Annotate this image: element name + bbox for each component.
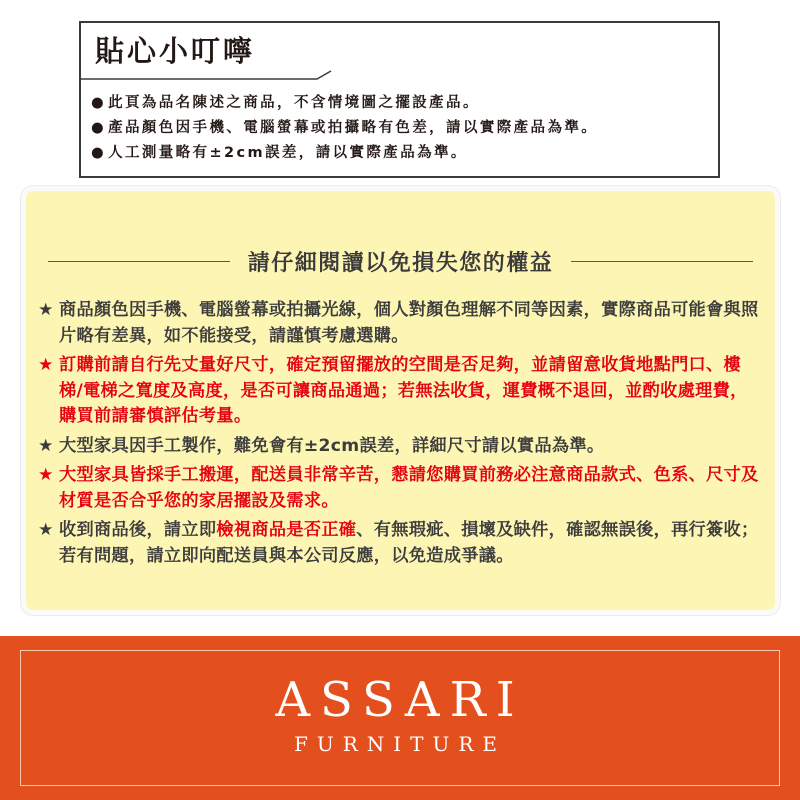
divider-line xyxy=(571,261,753,262)
tips-item: ● 產品顏色因手機、電腦螢幕或拍攝略有色差，請以實際產品為準。 xyxy=(91,120,599,136)
star-icon: ★ xyxy=(38,465,54,485)
brand-logo-name: ASSARI xyxy=(275,672,525,728)
notice-item: ★ 大型家具因手工製作，難免會有±2cm誤差，詳細尺寸請以實品為準。 xyxy=(38,434,761,460)
star-icon: ★ xyxy=(38,520,54,540)
bullet-dot-icon: ● xyxy=(91,120,107,136)
highlight-text: 檢視商品是否正確 xyxy=(216,520,357,540)
notice-item: ★ 大型家具皆採手工搬運，配送員非常辛苦，懇請您購買前務必注意商品款式、色系、尺寸及材質是否合乎您的家居擺設及需求。 xyxy=(38,465,759,511)
notice-item: ★ 收到商品後，請立即檢視商品是否正確、有無瑕疵、損壞及缺件，確認無誤後，再行簽收；若有問題，請立即向配送員與本公司反應，以免造成爭議。 xyxy=(38,520,759,566)
tips-title: 貼心小叮嚀 xyxy=(95,34,256,68)
brand-logo-subtitle: FURNITURE xyxy=(293,732,507,756)
notice-item: ★ 訂購前請自行先丈量好尺寸，確定預留擺放的空間是否足夠，並請留意收貨地點門口、樓梯/電梯之寬度及高度，是否可讓商品通過；若無法收貨，運費概不退回，並酌收處理費，購買前請審慎評估考量。 xyxy=(38,355,748,426)
bullet-dot-icon: ● xyxy=(91,145,107,161)
tips-list xyxy=(91,91,708,166)
notice-item: ★ 商品顏色因手機、電腦螢幕或拍攝光線，個人對顏色理解不同等因素，實際商品可能會與照片略有差異，如不能接受，請謹慎考慮選購。 xyxy=(38,300,759,346)
star-icon: ★ xyxy=(38,355,54,375)
notice-list xyxy=(38,298,761,573)
bullet-dot-icon: ● xyxy=(91,95,107,111)
brand-banner xyxy=(0,636,800,800)
notice-heading-row xyxy=(48,241,753,281)
tips-item: ● 此頁為品名陳述之商品，不含情境圖之擺設產品。 xyxy=(91,95,480,111)
star-icon: ★ xyxy=(38,435,54,456)
tips-box xyxy=(79,21,720,178)
divider-line xyxy=(48,261,230,262)
notice-heading: 請仔細閱讀以免損失您的權益 xyxy=(247,250,554,276)
tips-item: ● 人工測量略有±2cm誤差，請以實際產品為準。 xyxy=(91,145,468,161)
notice-card xyxy=(21,186,780,615)
star-icon: ★ xyxy=(38,300,54,320)
